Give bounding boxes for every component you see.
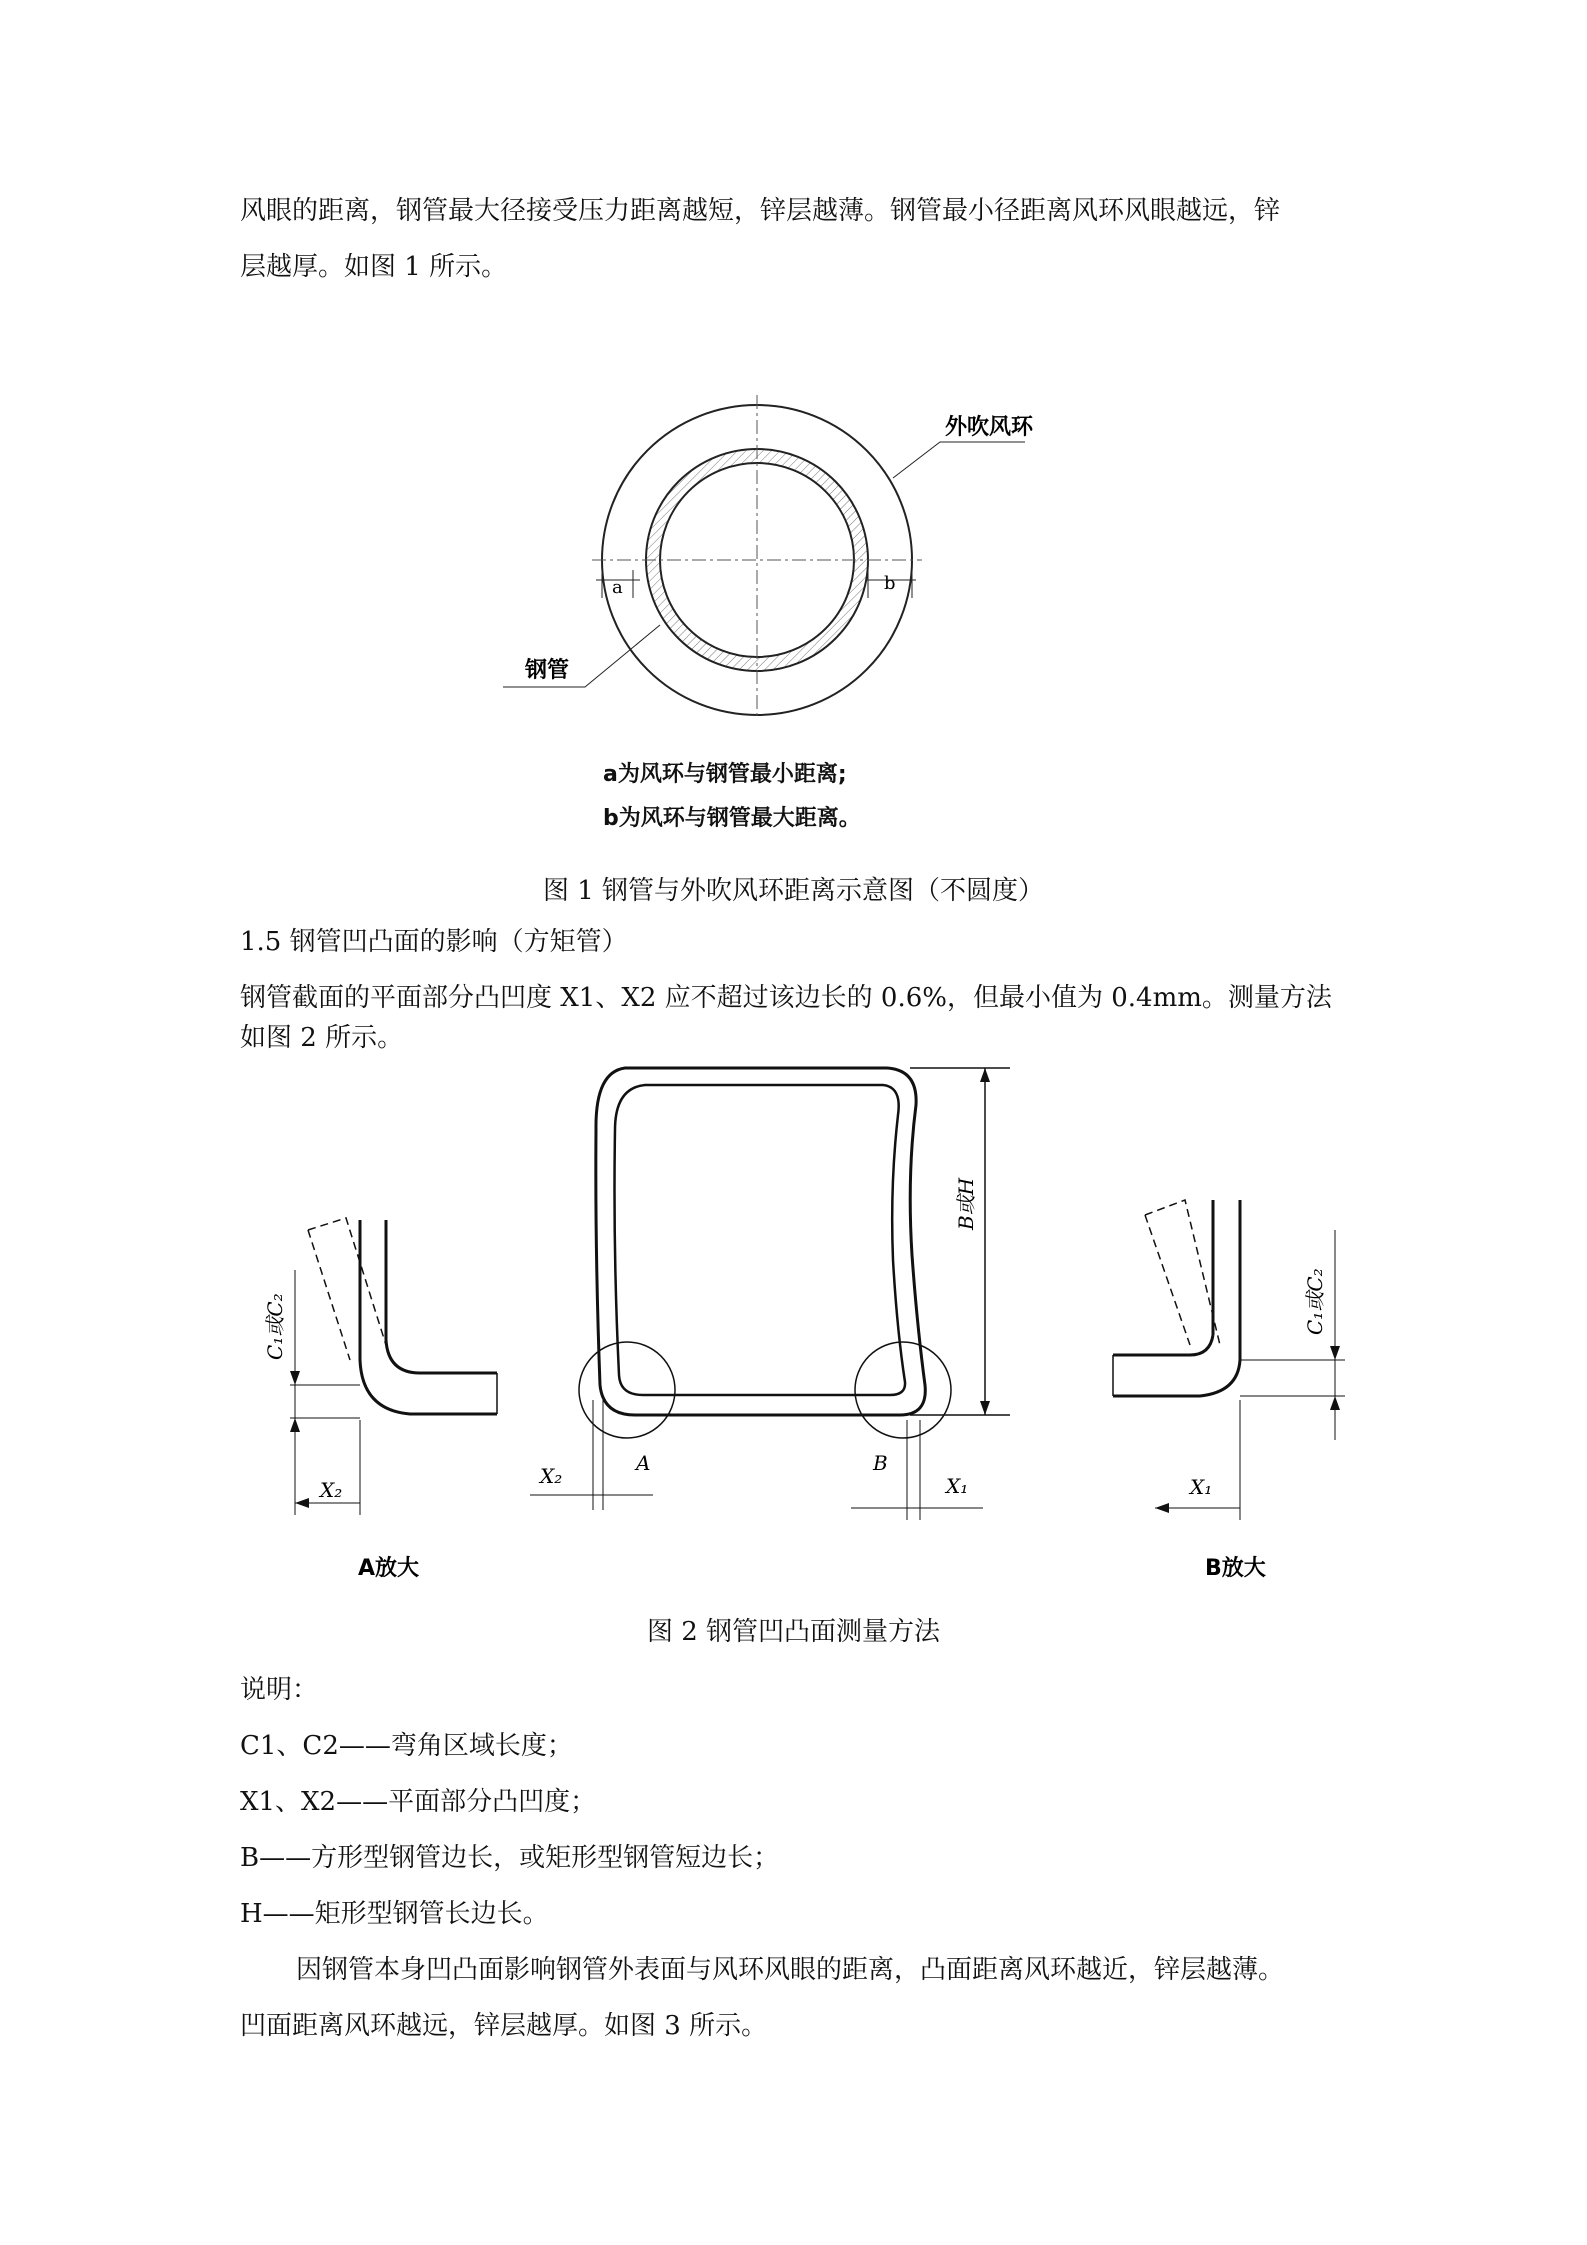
label-steel-pipe: 钢管 — [525, 658, 570, 683]
paragraph-line: 钢管截面的平面部分凸凹度 X1、X2 应不超过该边长的 0.6%，但最小值为 0.4mm。测量方法 — [240, 983, 1332, 1013]
label-b: b — [884, 573, 896, 594]
label-A-zoom: A放大 — [358, 1556, 420, 1581]
label-blow-ring: 外吹风环 — [945, 415, 1034, 440]
label-B-or-H: B或H — [954, 1177, 978, 1230]
label-C-left: C₁或C₂ — [263, 1293, 287, 1360]
figure-2-caption: 图 2 钢管凹凸面测量方法 — [646, 1617, 941, 1647]
legend-item: X1、X2——平面部分凸凹度； — [240, 1787, 597, 1817]
paragraph-line: 层越厚。如图 1 所示。 — [240, 252, 508, 282]
paragraph-line: 凹面距离风环越远，锌层越厚。如图 3 所示。 — [240, 2011, 768, 2041]
label-B: B — [873, 1451, 888, 1475]
label-X1-main: X₁ — [946, 1474, 969, 1498]
label-A: A — [636, 1451, 651, 1475]
figure-2-diagram — [260, 1055, 1380, 1585]
label-a: a — [612, 577, 623, 598]
label-X2-zoom: X₂ — [320, 1478, 343, 1502]
figure-1-diagram — [480, 390, 1080, 720]
figure-1-caption: 图 1 钢管与外吹风环距离示意图（不圆度） — [542, 876, 1045, 906]
legend-item: C1、C2——弯角区域长度； — [240, 1731, 573, 1761]
legend-item: H——矩形型钢管长边长。 — [240, 1899, 549, 1929]
paragraph-line: 如图 2 所示。 — [240, 1023, 404, 1053]
ring-leader-line — [893, 442, 1025, 478]
label-X2-main: X₂ — [540, 1464, 563, 1488]
figure-1-note: b为风环与钢管最大距离。 — [603, 806, 861, 831]
paragraph-line: 因钢管本身凹凸面影响钢管外表面与风环风眼的距离，凸面距离风环越近，锌层越薄。 — [296, 1955, 1285, 1985]
zoom-B-detail — [1113, 1200, 1345, 1520]
label-C-right: C₁或C₂ — [1303, 1268, 1327, 1335]
tube-inner-wall — [615, 1085, 906, 1395]
legend-item: B——方形型钢管边长，或矩形型钢管短边长； — [240, 1843, 780, 1873]
label-X1-zoom: X₁ — [1190, 1475, 1213, 1499]
zoom-A-detail — [290, 1218, 497, 1515]
figure-1-note: a为风环与钢管最小距离; — [603, 762, 847, 787]
section-heading: 1.5 钢管凹凸面的影响（方矩管） — [240, 927, 628, 957]
paragraph-line: 风眼的距离，钢管最大径接受压力距离越短，锌层越薄。钢管最小径距离风环风眼越远，锌 — [240, 196, 1281, 226]
tube-outer-wall — [596, 1068, 925, 1415]
legend-title: 说明： — [240, 1675, 319, 1705]
label-B-zoom: B放大 — [1205, 1556, 1266, 1581]
